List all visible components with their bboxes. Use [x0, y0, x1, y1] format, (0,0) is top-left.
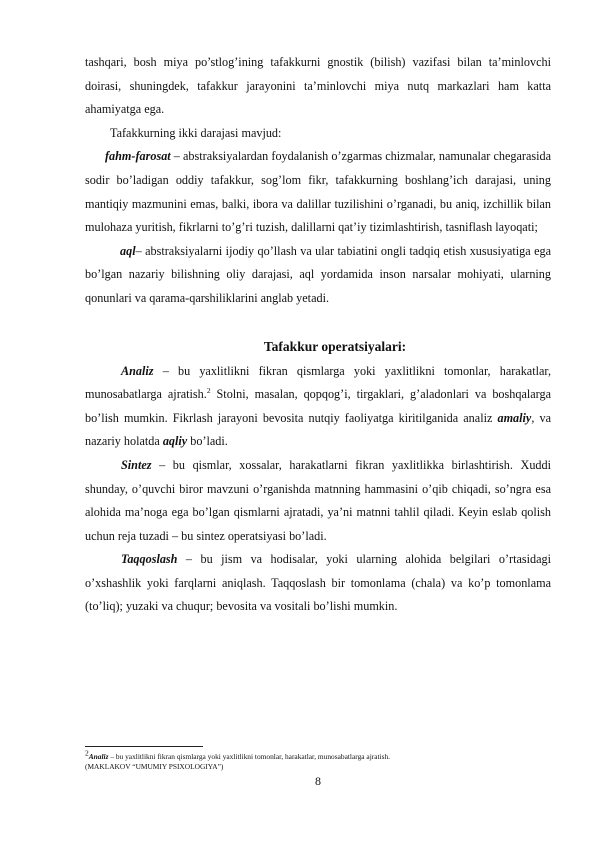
paragraph-intro: tashqari, bosh miya po’stlog’ining tafakkurni gnostik (bilish) vazifasi bilan ta’minlovchi doirasi, shuningdek, tafakkur jarayonini ta’minlovchi miya nutq markazlari ham katta ahamiyatga ega. [85, 55, 551, 117]
term-sintez: Sintez [121, 457, 152, 472]
paragraph-aql: aql– abstraksiyalarni ijodiy qo’llash va ular tabiatini ongli tadqiq etish xususiyatiga ega bo’lgan nazariy bilishning oliy darajasi, aql yordamida inson narsalar mohiyati, ularning qonunlari va qarama-qarshiliklarini anglab yetadi. [85, 243, 551, 305]
paragraph-levels-intro: Tafakkurning ikki darajasi mavjud: [110, 125, 282, 140]
term-aql: aql [120, 243, 136, 258]
term-taqqoslash: Taqqoslash [121, 552, 178, 567]
footnote-divider [85, 746, 203, 747]
footnote-reference[interactable]: 2 [206, 386, 211, 396]
paragraph-analiz: Analiz – bu yaxlitlikni fikran qismlarga yoki yaxlitlikni tomonlar, harakatlar, munosabatlarga ajratish.$^2$ Stolni, masalan, qopqog’i, tirgaklari, g’aladonlari va boshqalarga bo’lish mumkin. Fikrlash jarayoni bevosita nutqiy faoliyatga kiritilganida analiz amaliy, va nazariy holatda aqliy bo’ladi. [85, 363, 552, 449]
term-analiz: Analiz [121, 363, 154, 378]
section-title: Tafakkur operatsiyalari: [263, 338, 407, 354]
paragraph-taqqoslash: Taqqoslash – bu jism va hodisalar, yoki ularning alohida belgilari o’rtasidagi o’xshashlik yoki farqlarni aniqlash. Taqqoslash bir tomonlama (chala) va ko’p tomonlama (to’liq); yuzaki va chuqur; bevosita va vositali bo’lishi mumkin. [85, 552, 551, 614]
term-amaliy: amaliy [497, 410, 532, 425]
page-number: 8 [315, 774, 321, 788]
footnote [85, 748, 555, 772]
paragraph-fahm-farosat: fahm-farosat – abstraksiyalardan foydalanish o’zgarmas chizmalar, namunalar chegarasida sodir bo’ladigan oddiy tafakkur, sog’lom fikr, tafakkurning boshlang’ich darajasi, uning mantiqiy mazmunini emas, balki, ibora va dalillar tuzilishini o’rganadi, bu aniq, izchillik bilan mulohaza yuritish, fikrlarni to’g’ri tuzish, dalillarni qat’iy tizimlashtirish, tasniflash layoqati; [85, 149, 551, 235]
footnote-number: 2 [85, 748, 89, 758]
footnote-text: – bu yaxlitlikni fikran qismlarga yoki yaxlitlikni tomonlar, harakatlar, munosabatlarga ajratish. [108, 752, 391, 761]
footnote-term: Analiz [88, 752, 109, 761]
term-fahm-farosat: fahm-farosat [105, 149, 171, 164]
term-aqliy: aqliy [162, 434, 188, 449]
footnote-line [85, 748, 555, 762]
paragraph-sintez: Sintez – bu qismlar, xossalar, harakatlarni fikran yaxlitlikka birlashtirish. Xuddi shunday, o’quvchi biror mavzuni o’rganishda matnning hammasini o’qib chiqadi, so’ngra esa alohida ma’noga ega bo’lgan qismlarni ajratadi, ya’ni matnni tahlil qiladi. Keyin eslab qolish uchun reja tuzadi – bu sintez operatsiyasi bo’ladi. [85, 457, 551, 543]
body-text [85, 51, 551, 619]
footnote-source: (MAKLAKOV “UMUMIY PSIXOLOGIYA”) [85, 762, 224, 771]
